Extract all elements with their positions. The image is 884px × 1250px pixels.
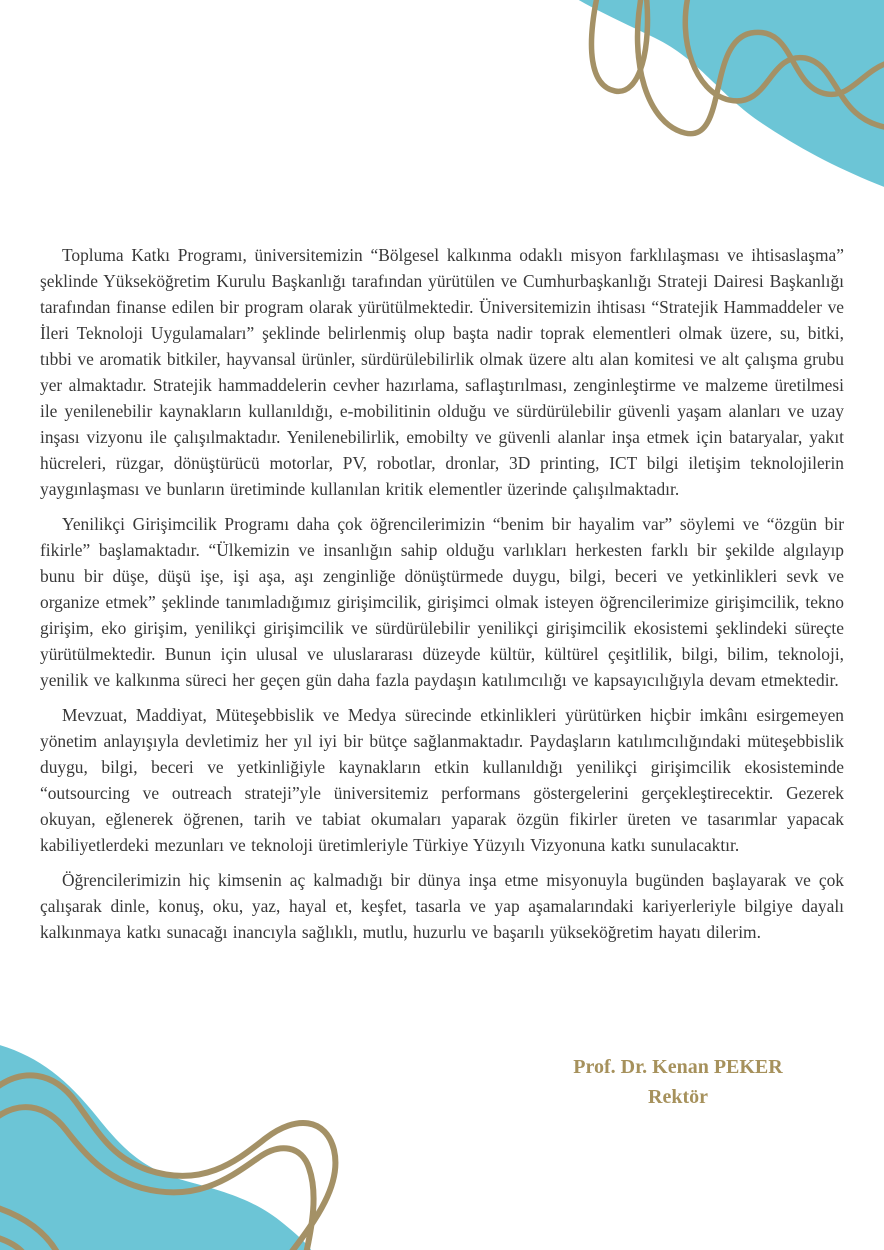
bottom-left-wave-decoration (0, 1044, 335, 1250)
gold-curve-line (0, 1075, 335, 1250)
paragraph-resources: Mevzuat, Maddiyat, Müteşebbislik ve Medya sürecinde etkinlikleri yürütürken hiçbir imkânı esirgemeyen yönetim anlayışıyla devletimiz her yıl iyi bir bütçe sağlanmaktadır. Paydaşların katılımcılığındaki müteşebbislik duygu, bilgi, beceri ve yetkinliğiyle kaynakların etkin kullanıldığı yenilikçi girişimcilik ekosisteminde “outsourcing ve outreach strateji”yle üniversitemiz performans göstergelerini gerçekleştirecektir. Gezerek okuyan, eğlenerek öğrenen, tarih ve tabiat okumaları yaparak özgün fikirler üreten ve tasarımlar yapacak kabiliyetlerdeki mezunları ve teknoloji üretimleriyle Türkiye Yüzyılı Vizyonuna katkı sunulacaktır. (40, 705, 844, 855)
gold-curve-line (0, 1206, 58, 1250)
gold-curve-line (591, 0, 647, 91)
gold-curve-line (0, 1107, 314, 1250)
teal-wave-shape (572, 0, 884, 190)
signature-title: Rektör (648, 1086, 708, 1108)
gold-curve-line (685, 0, 884, 128)
top-right-wave-decoration (572, 0, 884, 190)
gold-curve-line (0, 1236, 24, 1250)
gold-curve-line (638, 0, 884, 134)
paragraph-entrepreneurship-program: Yenilikçi Girişimcilik Programı daha çok öğrencilerimizin “benim bir hayalim var” söylemi ve “özgün bir fikirle” başlamaktadır. “Ülkemizin ve insanlığın sahip olduğu varlıkları herkesten farklı bir şekilde algılayıp bunu bir düşe, düşü işe, işi aşa, aşı zenginliğe dönüştürmede duygu, bilgi, beceri ve yetkinlikleri sevk ve organize etmek” şeklinde tanımladığımız girişimcilik, girişimci olmak isteyen öğrencilerimize girişimcilik, tekno girişim, eko girişim, yenilikçi girişimcilik ve sürdürülebilir yenilikçi girişimcilik ekosistemi şeklindeki süreçte yürütülmektedir. Bunun için ulusal ve uluslararası düzeyde kültür, kültürel çeşitlilik, bilgi, bilim, teknoloji, yenilik ve kalkınma süreci her geçen gün daha fazla paydaşın katılımcılığı ve kapsayıcılığıyla devam etmektedir. (40, 514, 844, 690)
teal-wave-shape (0, 1044, 314, 1250)
letter-body (40, 242, 844, 954)
paragraph-community-program: Topluma Katkı Programı, üniversitemizin “Bölgesel kalkınma odaklı misyon farklılaşması ve ihtisaslaşma” şeklinde Yükseköğretim Kurulu Başkanlığı tarafından yürütülen ve Cumhurbaşkanlığı Strateji Dairesi Başkanlığı tarafından finanse edilen bir program olarak yürütülmektedir. Üniversitemizin ihtisası “Stratejik Hammaddeler ve İleri Teknoloji Uygulamaları” şeklinde belirlenmiş olup başta nadir toprak elementleri olmak üzere, su, bitki, tıbbi ve aromatik bitkiler, hayvansal ürünler, sürdürülebilirlik olmak üzere altı alan komitesi ve alt çalışma grubu yer almaktadır. Stratejik hammaddelerin cevher hazırlama, saflaştırılması, zenginleştirme ve malzeme üretilmesi ile yenilenebilir kaynakların kullanıldığı, e-mobilitinin olduğu ve sürdürülebilir güvenli yaşam alanları ve uzay inşası vizyonu ile çalışılmaktadır. Yenilenebilirlik, emobilty ve güvenli alanlar inşa etmek için bataryalar, yakıt hücreleri, rüzgar, dönüştürücü motorlar, PV, robotlar, dronlar, 3D printing, ICT bilgi iletişim teknolojilerin yaygınlaşması ve bunların üretiminde kullanılan kritik elementler üzerinde çalışılmaktadır. (40, 245, 844, 499)
signature-block (545, 1052, 811, 1112)
paragraph-closing-wish: Öğrencilerimizin hiç kimsenin aç kalmadığı bir dünya inşa etme misyonuyla bugünden başlayarak ve çok çalışarak dinle, konuş, oku, yaz, hayal et, keşfet, tasarla ve yap aşamalarındaki kariyerleriyle bilgiye dayalı kalkınmaya katkı sunacağı inancıyla sağlıklı, mutlu, huzurlu ve başarılı yükseköğretim hayatı dilerim. (40, 870, 844, 942)
signature-name: Prof. Dr. Kenan PEKER (573, 1056, 783, 1078)
